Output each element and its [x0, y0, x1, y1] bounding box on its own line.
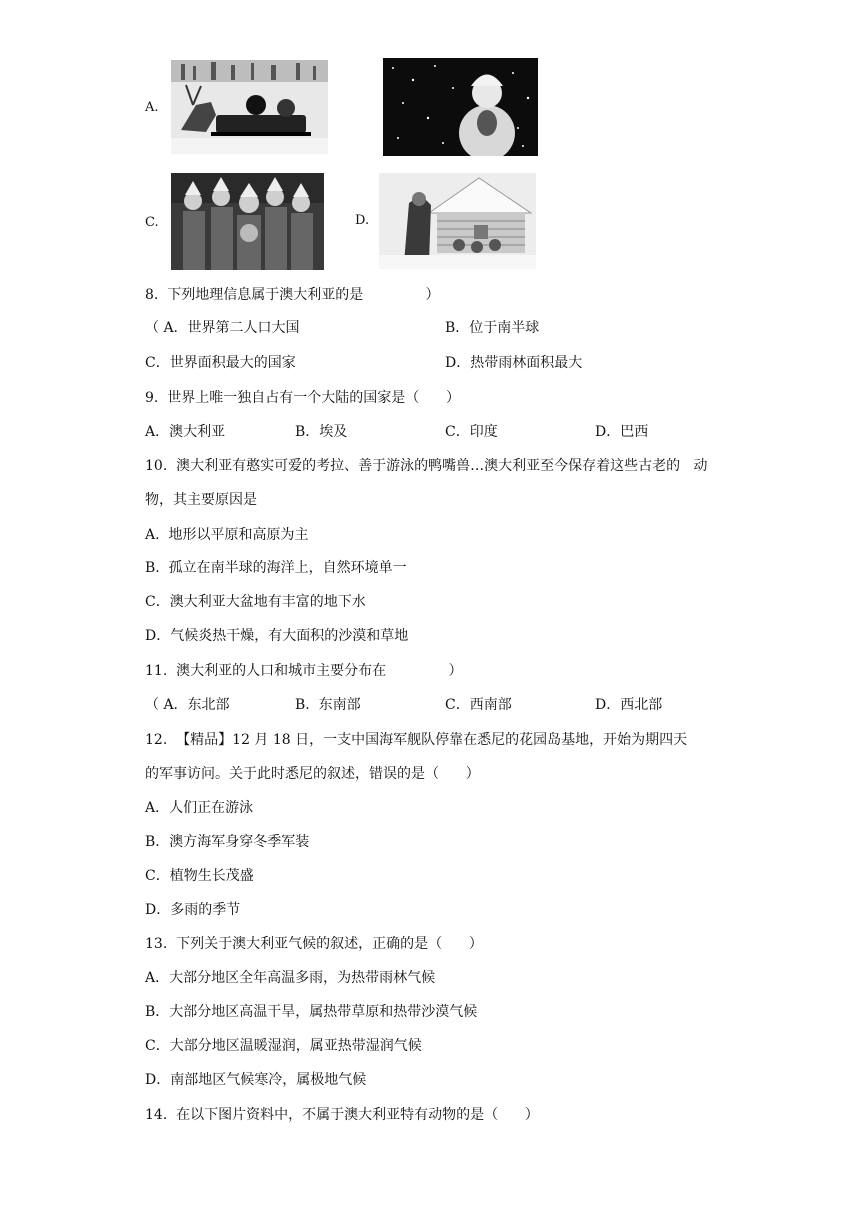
option-d-label: D.: [355, 213, 370, 228]
question-10-option-d: D．气候炎热干燥，有大面积的沙漠和草地: [145, 628, 409, 644]
question-11-stem: 11. 澳大利亚的人口和城市主要分布在 ）: [145, 663, 463, 679]
question-12-option-d: D．多雨的季节: [145, 902, 241, 918]
question-8-option-a: （ A．世界第二人口大国: [145, 320, 300, 336]
question-12-stem-line-1: 12. 【精品】12 月 18 日，一支中国海军舰队停靠在悉尼的花园岛基地，开始为期四天: [145, 732, 688, 748]
question-11-option-a: （ A．东北部: [145, 697, 230, 713]
log-cabin-santa-photo: [379, 173, 536, 269]
question-10-option-b: B. 孤立在南半球的海洋上，自然环境单一: [145, 560, 407, 576]
option-c-label: C.: [145, 215, 159, 230]
question-9-option-a: A．澳大利亚: [145, 424, 226, 440]
question-9-option-c: C．印度: [445, 424, 498, 440]
question-13-option-a: A．大部分地区全年高温多雨，为热带雨林气候: [145, 970, 436, 986]
question-11-option-d: D．西北部: [595, 697, 663, 713]
question-8-stem: 8. 下列地理信息属于澳大利亚的是 ）: [145, 287, 440, 303]
question-12-option-b: B．澳方海军身穿冬季军装: [145, 834, 310, 850]
question-9-stem: 9. 世界上唯一独自占有一个大陆的国家是（ ）: [145, 390, 460, 406]
question-11-option-c: C．西南部: [445, 697, 512, 713]
option-a-label: A.: [145, 100, 159, 115]
child-snow-night-photo: [383, 58, 538, 156]
question-8-option-c: C．世界面积最大的国家: [145, 355, 296, 371]
question-8-option-b: B．位于南半球: [445, 320, 540, 336]
question-9-option-b: B．埃及: [295, 424, 348, 440]
question-13-option-b: B．大部分地区高温干旱，属热带草原和热带沙漠气候: [145, 1004, 478, 1020]
question-13-stem: 13. 下列关于澳大利亚气候的叙述，正确的是（ ）: [145, 936, 483, 952]
question-12-option-a: A．人们正在游泳: [145, 800, 254, 816]
question-12-stem-line-2: 的军事访问。关于此时悉尼的叙述，错误的是（ ）: [145, 766, 480, 782]
question-13-option-c: C．大部分地区温暖湿润，属亚热带湿润气候: [145, 1038, 422, 1054]
question-11-option-b: B. 东南部: [295, 697, 361, 713]
santa-hats-group-photo: [171, 173, 324, 270]
reindeer-sleigh-photo: [171, 60, 328, 154]
question-10-stem-line-1: 10. 澳大利亚有憨实可爱的考拉、善于游泳的鸭嘴兽…澳大利亚至今保存着这些古老的 动: [145, 458, 708, 474]
question-13-option-d: D．南部地区气候寒冷，属极地气候: [145, 1072, 367, 1088]
question-14-stem: 14. 在以下图片资料中，不属于澳大利亚特有动物的是（ ）: [145, 1107, 539, 1123]
question-10-option-c: C．澳大利亚大盆地有丰富的地下水: [145, 594, 366, 610]
question-8-option-d: D．热带雨林面积最大: [445, 355, 583, 371]
question-10-option-a: A. 地形以平原和高原为主: [145, 527, 309, 543]
question-10-stem-line-2: 物，其主要原因是: [145, 492, 257, 508]
question-12-option-c: C．植物生长茂盛: [145, 868, 254, 884]
question-9-option-d: D．巴西: [595, 424, 649, 440]
